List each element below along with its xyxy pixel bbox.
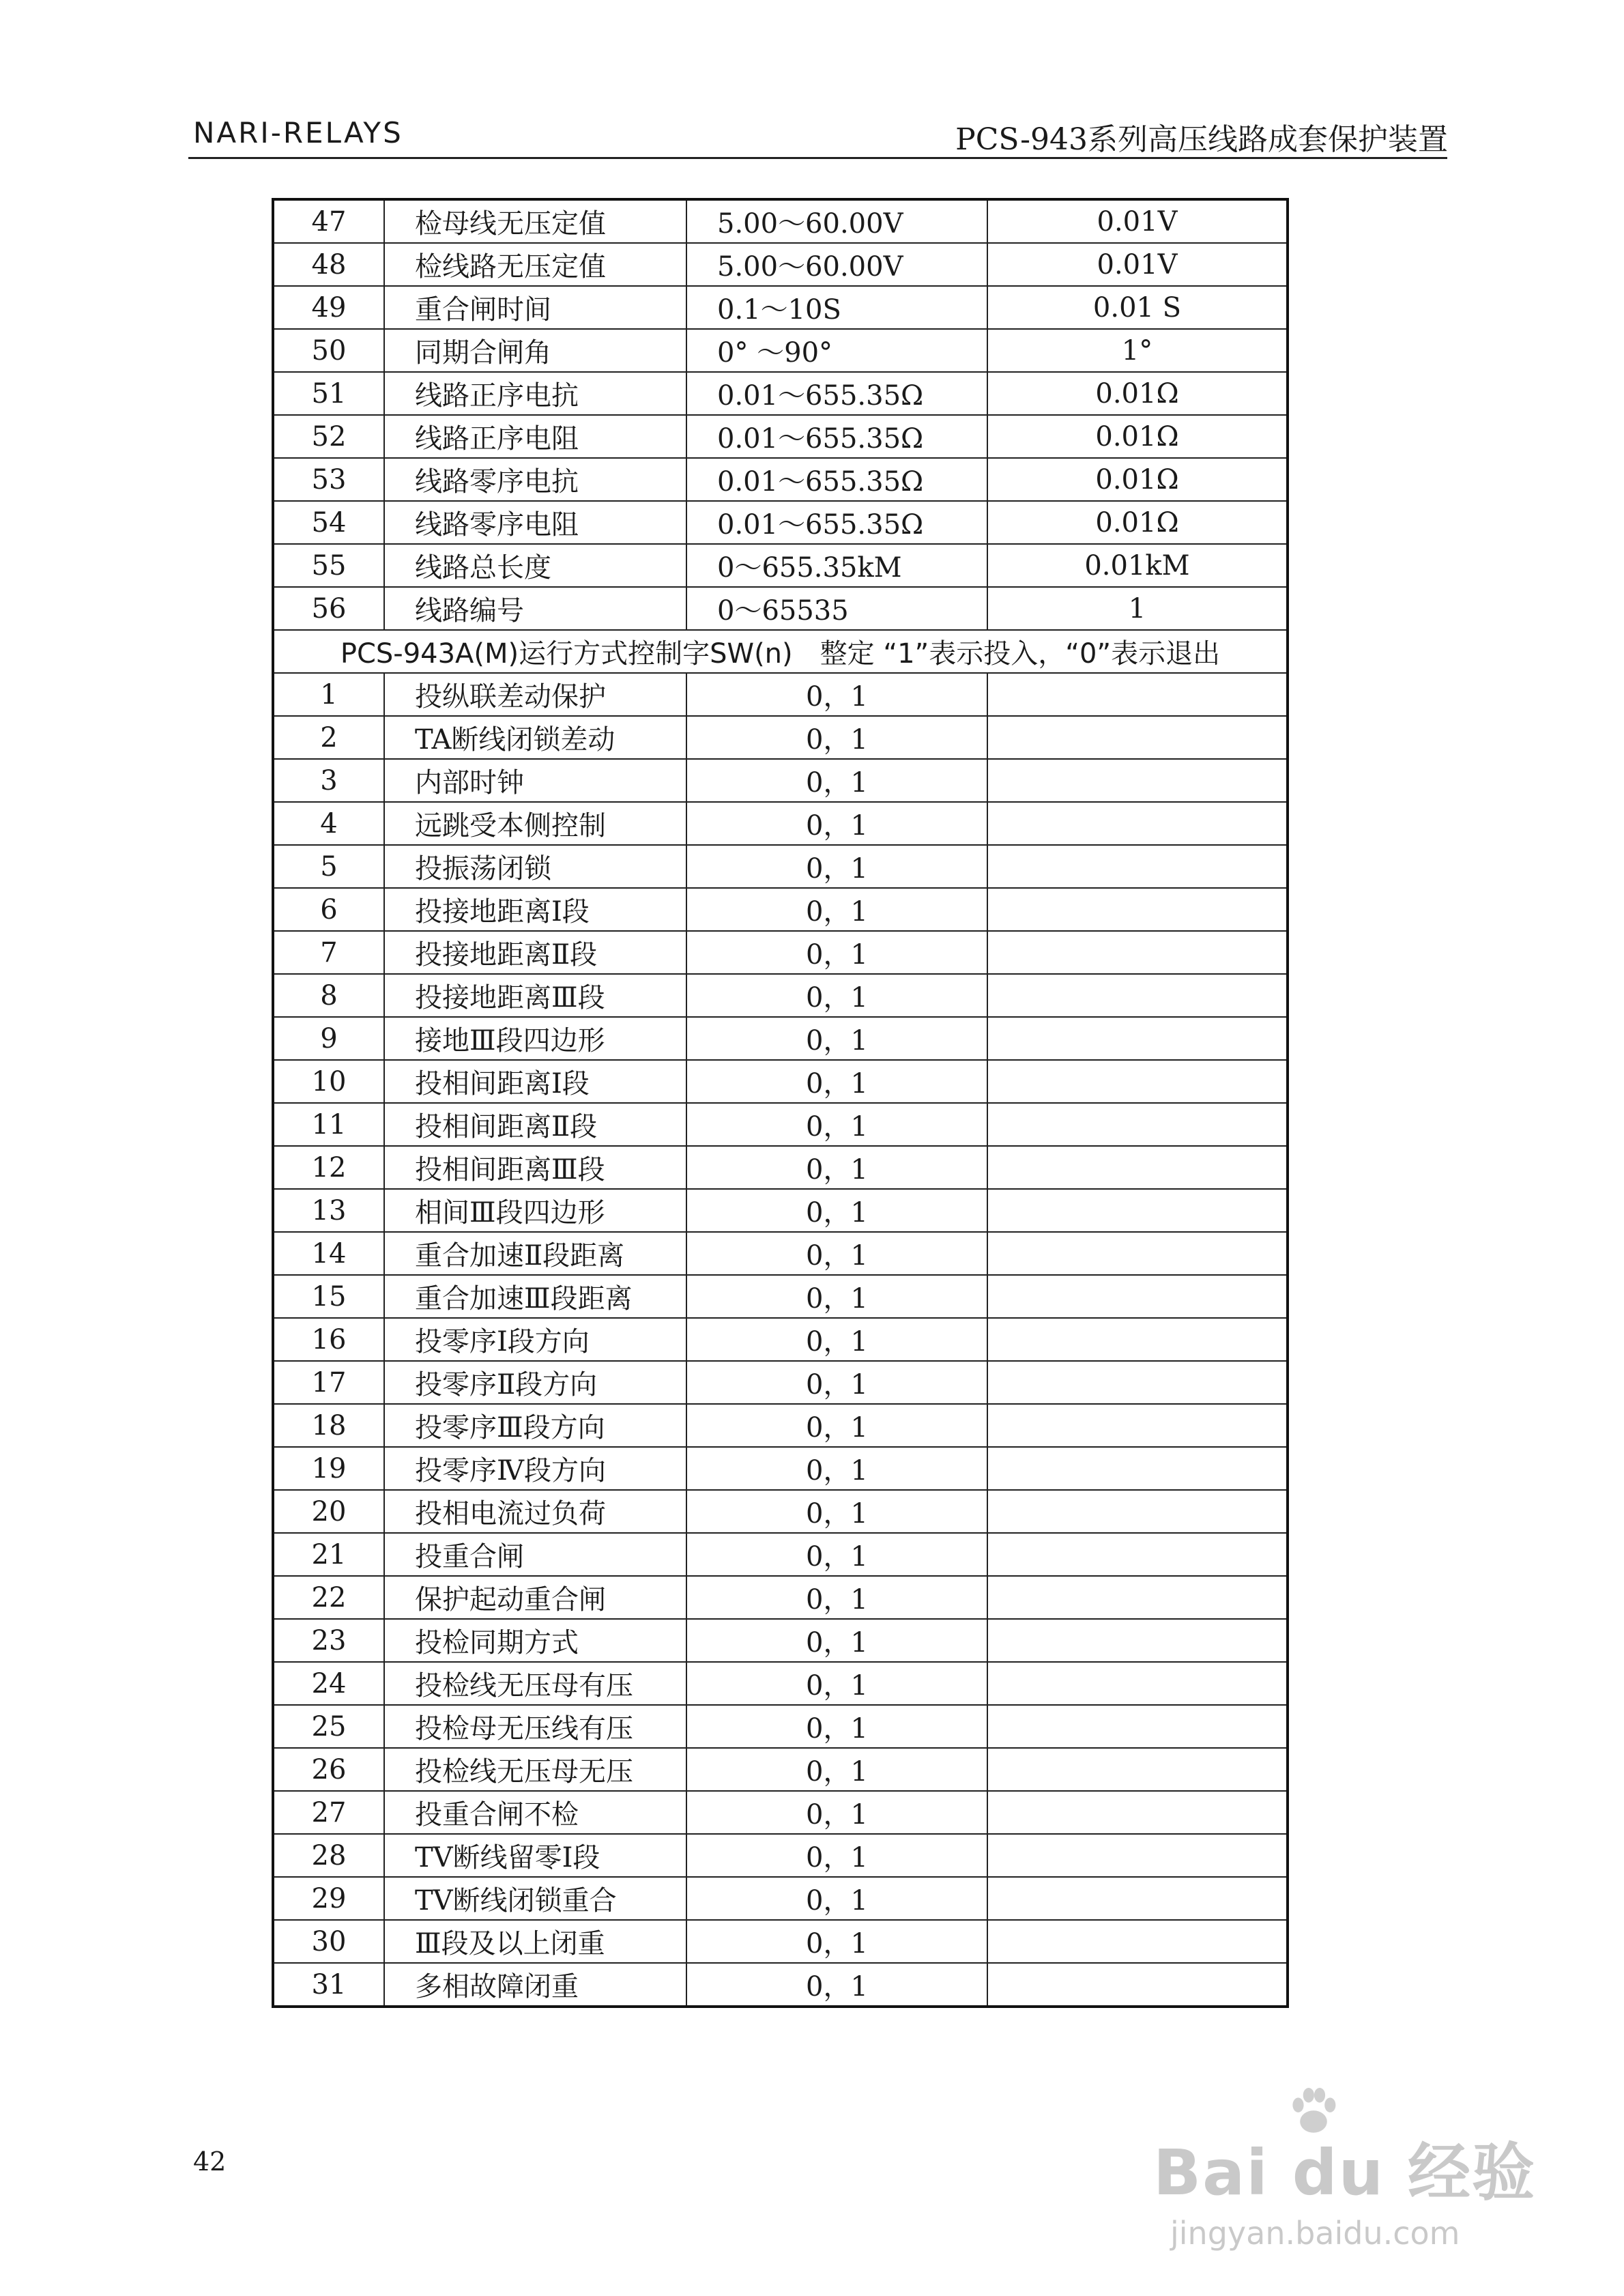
switch-name: 重合加速Ⅱ段距离 bbox=[384, 1232, 686, 1275]
row-number: 15 bbox=[273, 1275, 384, 1318]
switch-name: 投重合闸不检 bbox=[384, 1791, 686, 1834]
row-number: 5 bbox=[273, 845, 384, 888]
setting-range: 5.00～60.00V bbox=[686, 199, 987, 243]
setting-step: 1° bbox=[987, 329, 1288, 372]
row-number: 14 bbox=[273, 1232, 384, 1275]
empty-cell bbox=[987, 1275, 1288, 1318]
switch-name: 接地Ⅲ段四边形 bbox=[384, 1017, 686, 1060]
table-row bbox=[273, 1963, 1288, 2007]
row-number: 30 bbox=[273, 1920, 384, 1963]
switch-name: 重合加速Ⅲ段距离 bbox=[384, 1275, 686, 1318]
setting-name: 同期合闸角 bbox=[384, 329, 686, 372]
table-row bbox=[273, 1318, 1288, 1361]
row-number: 17 bbox=[273, 1361, 384, 1404]
table-row bbox=[273, 199, 1288, 243]
switch-values: 0，1 bbox=[686, 1361, 987, 1404]
table-row bbox=[273, 1619, 1288, 1662]
switch-name: 投接地距离Ⅰ段 bbox=[384, 888, 686, 931]
switch-values: 0，1 bbox=[686, 1060, 987, 1103]
switch-values: 0，1 bbox=[686, 802, 987, 845]
switch-name: Ⅲ段及以上闭重 bbox=[384, 1920, 686, 1963]
row-number: 52 bbox=[273, 415, 384, 458]
switch-values: 0，1 bbox=[686, 1103, 987, 1146]
empty-cell bbox=[987, 1748, 1288, 1791]
row-number: 53 bbox=[273, 458, 384, 501]
empty-cell bbox=[987, 1533, 1288, 1576]
table-row bbox=[273, 1146, 1288, 1189]
row-number: 22 bbox=[273, 1576, 384, 1619]
table-row bbox=[273, 1017, 1288, 1060]
row-number: 47 bbox=[273, 199, 384, 243]
row-number: 11 bbox=[273, 1103, 384, 1146]
switch-name: 投检线无压母有压 bbox=[384, 1662, 686, 1705]
switch-values: 0，1 bbox=[686, 1920, 987, 1963]
empty-cell bbox=[987, 716, 1288, 759]
empty-cell bbox=[987, 1920, 1288, 1963]
row-number: 7 bbox=[273, 931, 384, 974]
table-row bbox=[273, 286, 1288, 329]
switch-values: 0，1 bbox=[686, 1275, 987, 1318]
switch-values: 0，1 bbox=[686, 1619, 987, 1662]
table-row bbox=[273, 974, 1288, 1017]
setting-step: 0.01V bbox=[987, 243, 1288, 286]
table-row bbox=[273, 1404, 1288, 1447]
table-row bbox=[273, 243, 1288, 286]
row-number: 24 bbox=[273, 1662, 384, 1705]
section-title: PCS-943A(M)运行方式控制字SW(n) 整定 “1”表示投入，“0”表示退出 bbox=[273, 630, 1288, 673]
empty-cell bbox=[987, 1834, 1288, 1877]
table-row bbox=[273, 888, 1288, 931]
table-row bbox=[273, 1361, 1288, 1404]
table-row bbox=[273, 1447, 1288, 1490]
switch-values: 0，1 bbox=[686, 1318, 987, 1361]
row-number: 2 bbox=[273, 716, 384, 759]
table-row bbox=[273, 1060, 1288, 1103]
switch-name: 投相间距离Ⅲ段 bbox=[384, 1146, 686, 1189]
table-row bbox=[273, 1834, 1288, 1877]
switch-name: 投零序Ⅳ段方向 bbox=[384, 1447, 686, 1490]
row-number: 1 bbox=[273, 673, 384, 716]
empty-cell bbox=[987, 1877, 1288, 1920]
table-row bbox=[273, 544, 1288, 587]
row-number: 3 bbox=[273, 759, 384, 802]
switch-values: 0，1 bbox=[686, 888, 987, 931]
empty-cell bbox=[987, 1189, 1288, 1232]
row-number: 51 bbox=[273, 372, 384, 415]
row-number: 26 bbox=[273, 1748, 384, 1791]
switch-name: 多相故障闭重 bbox=[384, 1963, 686, 2007]
table-row bbox=[273, 716, 1288, 759]
switch-values: 0，1 bbox=[686, 759, 987, 802]
row-number: 8 bbox=[273, 974, 384, 1017]
switch-values: 0，1 bbox=[686, 1877, 987, 1920]
row-number: 19 bbox=[273, 1447, 384, 1490]
switch-name: 投相电流过负荷 bbox=[384, 1490, 686, 1533]
table-row bbox=[273, 802, 1288, 845]
table-row bbox=[273, 759, 1288, 802]
switch-values: 0，1 bbox=[686, 673, 987, 716]
row-number: 20 bbox=[273, 1490, 384, 1533]
setting-step: 1 bbox=[987, 587, 1288, 630]
table-row bbox=[273, 458, 1288, 501]
switch-values: 0，1 bbox=[686, 845, 987, 888]
row-number: 16 bbox=[273, 1318, 384, 1361]
empty-cell bbox=[987, 1662, 1288, 1705]
row-number: 25 bbox=[273, 1705, 384, 1748]
table-row bbox=[273, 1275, 1288, 1318]
switch-values: 0，1 bbox=[686, 931, 987, 974]
setting-range: 0～65535 bbox=[686, 587, 987, 630]
switch-name: 投零序Ⅰ段方向 bbox=[384, 1318, 686, 1361]
row-number: 13 bbox=[273, 1189, 384, 1232]
setting-step: 0.01Ω bbox=[987, 372, 1288, 415]
switch-name: TA断线闭锁差动 bbox=[384, 716, 686, 759]
table-row bbox=[273, 931, 1288, 974]
table-row bbox=[273, 1533, 1288, 1576]
empty-cell bbox=[987, 673, 1288, 716]
setting-range: 0.01～655.35Ω bbox=[686, 501, 987, 544]
switch-name: 投检同期方式 bbox=[384, 1619, 686, 1662]
empty-cell bbox=[987, 1361, 1288, 1404]
table-row bbox=[273, 1662, 1288, 1705]
switch-values: 0，1 bbox=[686, 1576, 987, 1619]
settings-table-body bbox=[273, 199, 1288, 2007]
switch-name: TV断线闭锁重合 bbox=[384, 1877, 686, 1920]
setting-name: 线路零序电抗 bbox=[384, 458, 686, 501]
row-number: 23 bbox=[273, 1619, 384, 1662]
empty-cell bbox=[987, 845, 1288, 888]
switch-values: 0，1 bbox=[686, 1748, 987, 1791]
settings-table bbox=[272, 198, 1289, 2008]
row-number: 55 bbox=[273, 544, 384, 587]
switch-name: 保护起动重合闸 bbox=[384, 1576, 686, 1619]
empty-cell bbox=[987, 1619, 1288, 1662]
switch-name: 投检母无压线有压 bbox=[384, 1705, 686, 1748]
switch-values: 0，1 bbox=[686, 1447, 987, 1490]
setting-name: 检母线无压定值 bbox=[384, 199, 686, 243]
table-row bbox=[273, 1232, 1288, 1275]
switch-name: 相间Ⅲ段四边形 bbox=[384, 1189, 686, 1232]
setting-name: 线路总长度 bbox=[384, 544, 686, 587]
table-row bbox=[273, 587, 1288, 630]
switch-name: 投零序Ⅲ段方向 bbox=[384, 1404, 686, 1447]
row-number: 6 bbox=[273, 888, 384, 931]
switch-values: 0，1 bbox=[686, 1017, 987, 1060]
table-row bbox=[273, 1920, 1288, 1963]
setting-name: 线路编号 bbox=[384, 587, 686, 630]
row-number: 10 bbox=[273, 1060, 384, 1103]
empty-cell bbox=[987, 1232, 1288, 1275]
row-number: 18 bbox=[273, 1404, 384, 1447]
section-header-row bbox=[273, 630, 1288, 673]
table-row bbox=[273, 1748, 1288, 1791]
setting-range: 0.1～10S bbox=[686, 286, 987, 329]
row-number: 48 bbox=[273, 243, 384, 286]
empty-cell bbox=[987, 931, 1288, 974]
row-number: 4 bbox=[273, 802, 384, 845]
empty-cell bbox=[987, 759, 1288, 802]
setting-name: 线路正序电抗 bbox=[384, 372, 686, 415]
switch-values: 0，1 bbox=[686, 1533, 987, 1576]
empty-cell bbox=[987, 1404, 1288, 1447]
empty-cell bbox=[987, 1705, 1288, 1748]
row-number: 12 bbox=[273, 1146, 384, 1189]
watermark-url: jingyan.baidu.com bbox=[1170, 2215, 1460, 2252]
switch-name: 内部时钟 bbox=[384, 759, 686, 802]
empty-cell bbox=[987, 1060, 1288, 1103]
switch-values: 0，1 bbox=[686, 1232, 987, 1275]
setting-range: 0.01～655.35Ω bbox=[686, 458, 987, 501]
switch-name: 投零序Ⅱ段方向 bbox=[384, 1361, 686, 1404]
switch-name: 投重合闸 bbox=[384, 1533, 686, 1576]
header-brand: NARI-RELAYS bbox=[193, 116, 403, 149]
table-row bbox=[273, 1490, 1288, 1533]
setting-range: 0～655.35kM bbox=[686, 544, 987, 587]
setting-range: 5.00～60.00V bbox=[686, 243, 987, 286]
setting-step: 0.01Ω bbox=[987, 458, 1288, 501]
setting-name: 检线路无压定值 bbox=[384, 243, 686, 286]
switch-values: 0，1 bbox=[686, 1791, 987, 1834]
table-row bbox=[273, 415, 1288, 458]
empty-cell bbox=[987, 1576, 1288, 1619]
row-number: 31 bbox=[273, 1963, 384, 2007]
setting-name: 线路正序电阻 bbox=[384, 415, 686, 458]
switch-values: 0，1 bbox=[686, 1146, 987, 1189]
switch-name: 投检线无压母无压 bbox=[384, 1748, 686, 1791]
empty-cell bbox=[987, 1490, 1288, 1533]
empty-cell bbox=[987, 1146, 1288, 1189]
empty-cell bbox=[987, 1447, 1288, 1490]
switch-values: 0，1 bbox=[686, 1662, 987, 1705]
row-number: 29 bbox=[273, 1877, 384, 1920]
row-number: 9 bbox=[273, 1017, 384, 1060]
empty-cell bbox=[987, 1791, 1288, 1834]
setting-step: 0.01V bbox=[987, 199, 1288, 243]
empty-cell bbox=[987, 888, 1288, 931]
setting-step: 0.01Ω bbox=[987, 501, 1288, 544]
switch-values: 0，1 bbox=[686, 1189, 987, 1232]
header-title: PCS-943系列高压线路成套保护装置 bbox=[955, 122, 1448, 157]
switch-name: 投相间距离Ⅱ段 bbox=[384, 1103, 686, 1146]
switch-name: 投相间距离Ⅰ段 bbox=[384, 1060, 686, 1103]
setting-name: 线路零序电阻 bbox=[384, 501, 686, 544]
table-row bbox=[273, 1877, 1288, 1920]
switch-name: 投振荡闭锁 bbox=[384, 845, 686, 888]
row-number: 54 bbox=[273, 501, 384, 544]
switch-name: 投纵联差动保护 bbox=[384, 673, 686, 716]
table-row bbox=[273, 329, 1288, 372]
table-row bbox=[273, 673, 1288, 716]
switch-name: TV断线留零Ⅰ段 bbox=[384, 1834, 686, 1877]
switch-values: 0，1 bbox=[686, 716, 987, 759]
switch-values: 0，1 bbox=[686, 1404, 987, 1447]
header-divider bbox=[188, 157, 1447, 159]
empty-cell bbox=[987, 974, 1288, 1017]
setting-range: 0.01～655.35Ω bbox=[686, 415, 987, 458]
row-number: 21 bbox=[273, 1533, 384, 1576]
setting-step: 0.01Ω bbox=[987, 415, 1288, 458]
page-number: 42 bbox=[193, 2147, 227, 2177]
switch-name: 投接地距离Ⅱ段 bbox=[384, 931, 686, 974]
switch-name: 投接地距离Ⅲ段 bbox=[384, 974, 686, 1017]
row-number: 27 bbox=[273, 1791, 384, 1834]
switch-values: 0，1 bbox=[686, 1490, 987, 1533]
table-row bbox=[273, 1791, 1288, 1834]
table-row bbox=[273, 501, 1288, 544]
switch-values: 0，1 bbox=[686, 1834, 987, 1877]
empty-cell bbox=[987, 1103, 1288, 1146]
setting-range: 0° ～90° bbox=[686, 329, 987, 372]
empty-cell bbox=[987, 1017, 1288, 1060]
setting-step: 0.01 S bbox=[987, 286, 1288, 329]
table-row bbox=[273, 845, 1288, 888]
switch-values: 0，1 bbox=[686, 1705, 987, 1748]
switch-name: 远跳受本侧控制 bbox=[384, 802, 686, 845]
table-row bbox=[273, 372, 1288, 415]
table-row bbox=[273, 1103, 1288, 1146]
row-number: 49 bbox=[273, 286, 384, 329]
table-row bbox=[273, 1189, 1288, 1232]
setting-name: 重合闸时间 bbox=[384, 286, 686, 329]
setting-step: 0.01kM bbox=[987, 544, 1288, 587]
switch-values: 0，1 bbox=[686, 1963, 987, 2007]
switch-values: 0，1 bbox=[686, 974, 987, 1017]
empty-cell bbox=[987, 1318, 1288, 1361]
empty-cell bbox=[987, 1963, 1288, 2007]
empty-cell bbox=[987, 802, 1288, 845]
row-number: 50 bbox=[273, 329, 384, 372]
table-row bbox=[273, 1705, 1288, 1748]
watermark-brand: Bai du 经验 bbox=[1153, 2136, 1537, 2209]
setting-range: 0.01～655.35Ω bbox=[686, 372, 987, 415]
row-number: 28 bbox=[273, 1834, 384, 1877]
table-row bbox=[273, 1576, 1288, 1619]
row-number: 56 bbox=[273, 587, 384, 630]
